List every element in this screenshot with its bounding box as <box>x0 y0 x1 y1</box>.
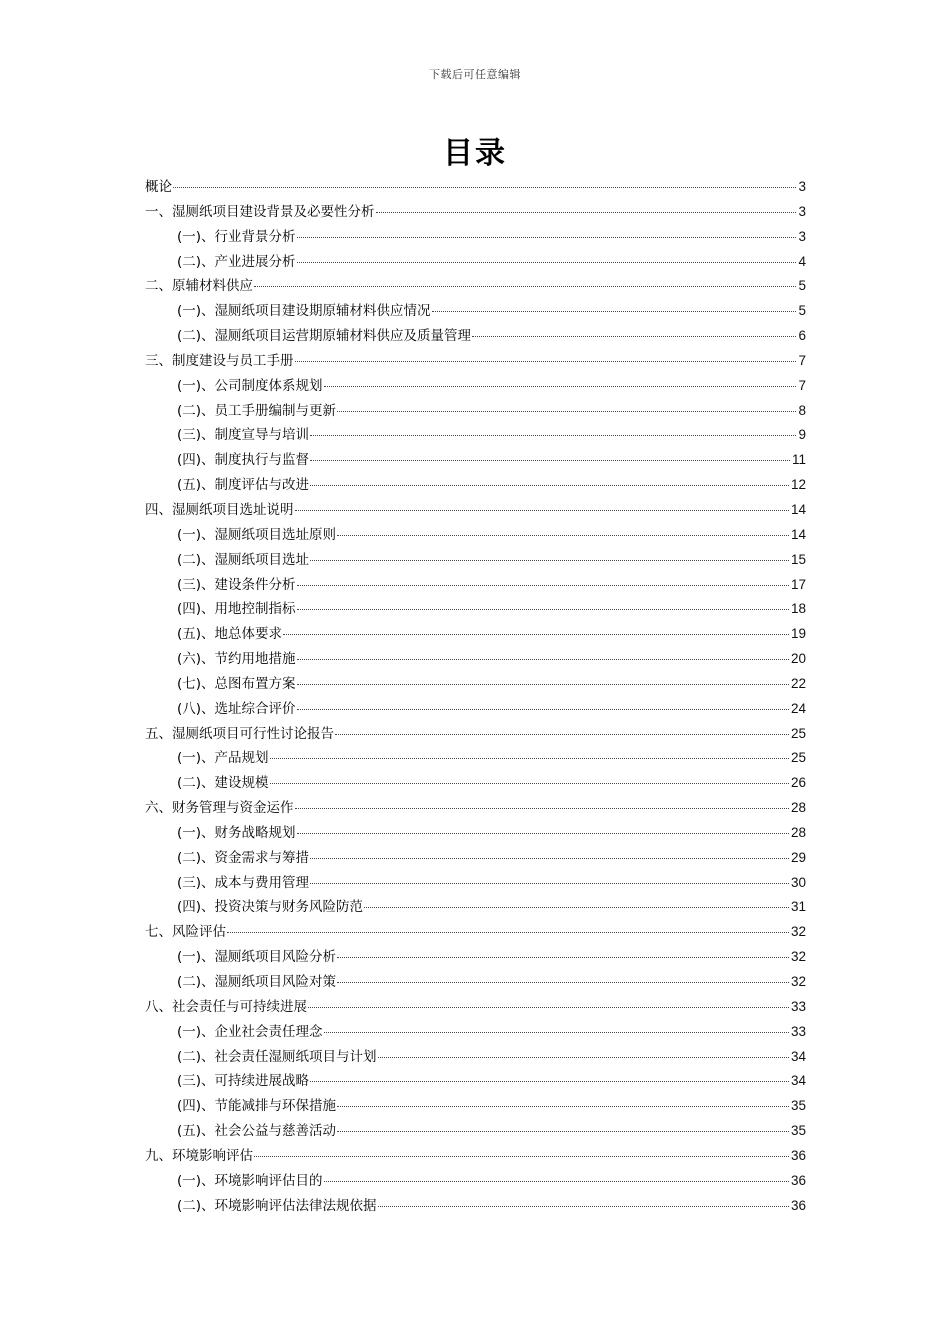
toc-dot-leader <box>337 411 796 412</box>
toc-page-number: 30 <box>790 874 806 890</box>
toc-page-number: 7 <box>798 377 806 393</box>
toc-dot-leader <box>308 1007 789 1008</box>
toc-page-number: 32 <box>790 974 806 989</box>
toc-entry[interactable] <box>145 448 806 473</box>
toc-entry[interactable] <box>145 299 806 324</box>
toc-page-number: 15 <box>790 551 806 567</box>
toc-dot-leader <box>173 187 796 188</box>
toc-page-number: 34 <box>790 1048 806 1064</box>
toc-entry[interactable] <box>145 523 806 548</box>
toc-entry-title[interactable]: 二、原辅材料供应 <box>145 278 253 295</box>
toc-entry[interactable] <box>145 349 806 374</box>
toc-entry[interactable] <box>145 399 806 424</box>
toc-entry[interactable] <box>145 423 806 448</box>
toc-dot-leader <box>310 485 789 486</box>
toc-entry-title[interactable]: (一)、企业社会责任理念 <box>177 1023 323 1040</box>
toc-page-number: 36 <box>790 1197 806 1213</box>
toc-entry[interactable] <box>145 970 806 995</box>
toc-dot-leader <box>297 262 797 263</box>
toc-dot-leader <box>295 808 789 809</box>
toc-entry[interactable] <box>145 175 806 200</box>
toc-entry[interactable] <box>145 697 806 722</box>
toc-dot-leader <box>337 957 789 958</box>
toc-entry-title[interactable]: (三)、成本与费用管理 <box>177 874 310 891</box>
toc-page-number: 20 <box>790 651 806 667</box>
toc-entry-title[interactable]: (二)、产业进展分析 <box>177 253 296 270</box>
toc-entry[interactable] <box>145 821 806 846</box>
toc-entry-title[interactable]: (一)、产品规划 <box>177 750 269 767</box>
toc-entry-title[interactable]: (二)、资金需求与筹措 <box>177 849 310 866</box>
toc-entry-title[interactable]: 三、制度建设与员工手册 <box>145 352 294 369</box>
toc-page-number: 4 <box>798 253 806 269</box>
toc-dot-leader <box>297 833 789 834</box>
toc-entry[interactable] <box>145 771 806 796</box>
toc-entry[interactable] <box>145 846 806 871</box>
toc-entry[interactable] <box>145 1194 806 1219</box>
toc-page-number: 22 <box>790 675 806 691</box>
toc-entry-title[interactable]: (二)、社会责任湿厕纸项目与计划 <box>177 1048 377 1065</box>
toc-entry-title[interactable]: (二)、湿厕纸项目风险对策 <box>177 974 337 990</box>
toc-dot-leader <box>310 460 790 461</box>
toc-entry-title[interactable]: (六)、节约用地措施 <box>177 651 296 668</box>
toc-dot-leader <box>310 1081 789 1082</box>
toc-dot-leader <box>432 311 797 312</box>
toc-dot-leader <box>324 1032 789 1033</box>
toc-entry[interactable] <box>145 871 806 896</box>
toc-page-number: 17 <box>790 576 806 592</box>
toc-dot-leader <box>254 286 796 287</box>
toc-entry[interactable] <box>145 746 806 771</box>
toc-page-number: 12 <box>790 477 806 493</box>
toc-entry[interactable] <box>145 796 806 821</box>
toc-entry[interactable] <box>145 1144 806 1169</box>
toc-entry-title[interactable]: 七、风险评估 <box>145 924 226 941</box>
toc-page-number: 24 <box>790 700 806 716</box>
toc-entry[interactable] <box>145 498 806 523</box>
toc-entry-title[interactable]: (二)、湿厕纸项目选址 <box>177 551 310 568</box>
toc-dot-leader <box>364 907 789 908</box>
toc-entry-title[interactable]: (一)、湿厕纸项目选址原则 <box>177 526 337 543</box>
toc-entry[interactable] <box>145 920 806 945</box>
toc-entry[interactable] <box>145 473 806 498</box>
toc-page-number: 5 <box>798 278 806 294</box>
toc-entry-title[interactable]: 四、湿厕纸项目选址说明 <box>145 501 294 518</box>
toc-dot-leader <box>295 361 797 362</box>
toc-dot-leader <box>337 1106 789 1107</box>
toc-entry-title[interactable]: (五)、制度评估与改进 <box>177 477 310 494</box>
toc-entry-title[interactable]: (二)、湿厕纸项目运营期原辅材料供应及质量管理 <box>177 328 472 345</box>
toc-dot-leader <box>297 709 789 710</box>
toc-entry-title[interactable]: (五)、地总体要求 <box>177 626 283 643</box>
toc-dot-leader <box>270 758 789 759</box>
toc-page-number: 25 <box>790 725 806 741</box>
toc-entry-title[interactable]: (三)、可持续进展战略 <box>177 1073 310 1090</box>
toc-entry[interactable] <box>145 573 806 598</box>
toc-page-number: 8 <box>798 402 806 418</box>
toc-entry[interactable] <box>145 274 806 299</box>
toc-entry[interactable] <box>145 1069 806 1094</box>
toc-entry-title[interactable]: (二)、员工手册编制与更新 <box>177 402 337 419</box>
toc-entry[interactable] <box>145 1045 806 1070</box>
toc-page-number: 7 <box>798 352 806 368</box>
toc-dot-leader <box>310 560 789 561</box>
toc-entry-title[interactable]: (四)、节能减排与环保措施 <box>177 1098 337 1115</box>
toc-dot-leader <box>227 932 789 933</box>
toc-dot-leader <box>324 386 797 387</box>
toc-entry[interactable] <box>145 895 806 920</box>
toc-page-number: 11 <box>791 452 806 468</box>
toc-dot-leader <box>335 734 789 735</box>
toc-entry[interactable] <box>145 1020 806 1045</box>
toc-page-number: 14 <box>790 526 806 542</box>
toc-entry-title[interactable]: 八、社会责任与可持续进展 <box>145 998 307 1015</box>
toc-title: 目录 <box>443 136 507 171</box>
toc-page-number: 14 <box>790 501 806 517</box>
toc-entry-title[interactable]: 五、湿厕纸项目可行性讨论报告 <box>145 725 334 742</box>
toc-dot-leader <box>337 535 789 536</box>
page-header-note: 下载后可任意编辑 <box>429 68 521 81</box>
toc-entry[interactable] <box>145 250 806 275</box>
toc-dot-leader <box>324 1181 789 1182</box>
toc-dot-leader <box>310 858 789 859</box>
toc-entry[interactable] <box>145 200 806 225</box>
toc-entry[interactable] <box>145 672 806 697</box>
toc-entry-title[interactable]: (三)、建设条件分析 <box>177 576 296 593</box>
toc-page-number: 3 <box>798 203 806 219</box>
toc-page-number: 36 <box>790 1147 806 1163</box>
toc-entry[interactable] <box>145 1119 806 1144</box>
toc-dot-leader <box>254 1156 789 1157</box>
toc-entry[interactable] <box>145 1094 806 1119</box>
toc-entry-title[interactable]: (四)、用地控制指标 <box>177 601 296 618</box>
toc-dot-leader <box>310 435 796 436</box>
toc-dot-leader <box>337 982 789 983</box>
toc-entry-title[interactable]: (一)、环境影响评估目的 <box>177 1172 323 1189</box>
toc-entry-title[interactable]: (一)、湿厕纸项目风险分析 <box>177 949 337 966</box>
toc-dot-leader <box>297 684 789 685</box>
toc-page-number: 28 <box>790 800 806 816</box>
toc-entry-title[interactable]: 一、湿厕纸项目建设背景及必要性分析 <box>145 203 375 220</box>
toc-page-number: 3 <box>798 179 806 194</box>
toc-page-number: 34 <box>790 1073 806 1089</box>
toc-entry-title[interactable]: (五)、社会公益与慈善活动 <box>177 1123 337 1140</box>
toc-page-number: 9 <box>798 427 806 443</box>
toc-entry-title[interactable]: (一)、行业背景分析 <box>177 228 296 245</box>
toc-entry-title[interactable]: (四)、投资决策与财务风险防范 <box>177 899 364 916</box>
toc-page-number: 29 <box>790 849 806 865</box>
toc-entry[interactable] <box>145 548 806 573</box>
toc-dot-leader <box>472 336 796 337</box>
toc-dot-leader <box>310 883 789 884</box>
toc-page-number: 3 <box>798 228 806 244</box>
toc-page-number: 6 <box>798 328 806 344</box>
toc-entry-title[interactable]: (一)、财务战略规划 <box>177 824 296 841</box>
toc-dot-leader <box>295 510 789 511</box>
toc-page-number: 18 <box>790 601 806 617</box>
toc-page-number: 35 <box>790 1123 806 1139</box>
table-of-contents <box>145 175 806 1218</box>
toc-entry[interactable] <box>145 622 806 647</box>
toc-entry-title[interactable]: (二)、环境影响评估法律法规依据 <box>177 1197 377 1214</box>
toc-dot-leader <box>297 237 797 238</box>
toc-entry[interactable] <box>145 597 806 622</box>
toc-entry[interactable] <box>145 995 806 1020</box>
toc-dot-leader <box>297 659 789 660</box>
toc-entry[interactable] <box>145 945 806 970</box>
toc-entry-title[interactable]: (一)、公司制度体系规划 <box>177 377 323 394</box>
toc-dot-leader <box>297 585 789 586</box>
toc-page-number: 31 <box>790 899 806 915</box>
toc-dot-leader <box>283 634 789 635</box>
toc-entry-title[interactable]: 概论 <box>145 179 172 195</box>
toc-page-number: 32 <box>790 949 806 965</box>
toc-entry[interactable] <box>145 722 806 747</box>
toc-page-number: 36 <box>790 1172 806 1188</box>
toc-page-number: 19 <box>790 626 806 642</box>
toc-page-number: 26 <box>790 775 806 791</box>
toc-page-number: 33 <box>790 1023 806 1039</box>
toc-page-number: 32 <box>790 924 806 940</box>
toc-page-number: 5 <box>798 303 806 319</box>
toc-dot-leader <box>378 1206 789 1207</box>
toc-page-number: 35 <box>790 1098 806 1114</box>
toc-entry[interactable] <box>145 1169 806 1194</box>
toc-page-number: 25 <box>790 750 806 766</box>
toc-entry-title[interactable]: (四)、制度执行与监督 <box>177 452 310 469</box>
toc-page-number: 33 <box>790 998 806 1014</box>
toc-dot-leader <box>297 609 789 610</box>
toc-dot-leader <box>270 783 789 784</box>
toc-entry-title[interactable]: (一)、湿厕纸项目建设期原辅材料供应情况 <box>177 303 431 320</box>
toc-entry-title[interactable]: (二)、建设规模 <box>177 775 269 792</box>
toc-dot-leader <box>378 1057 789 1058</box>
toc-entry-title[interactable]: 六、财务管理与资金运作 <box>145 800 294 817</box>
toc-entry[interactable] <box>145 324 806 349</box>
toc-page-number: 28 <box>790 824 806 840</box>
toc-entry[interactable] <box>145 647 806 672</box>
toc-entry-title[interactable]: (八)、选址综合评价 <box>177 700 296 717</box>
toc-dot-leader <box>337 1131 789 1132</box>
toc-entry[interactable] <box>145 225 806 250</box>
toc-dot-leader <box>376 212 797 213</box>
toc-entry[interactable] <box>145 374 806 399</box>
toc-entry-title[interactable]: (七)、总图布置方案 <box>177 675 296 692</box>
toc-entry-title[interactable]: 九、环境影响评估 <box>145 1147 253 1164</box>
toc-entry-title[interactable]: (三)、制度宣导与培训 <box>177 427 310 444</box>
